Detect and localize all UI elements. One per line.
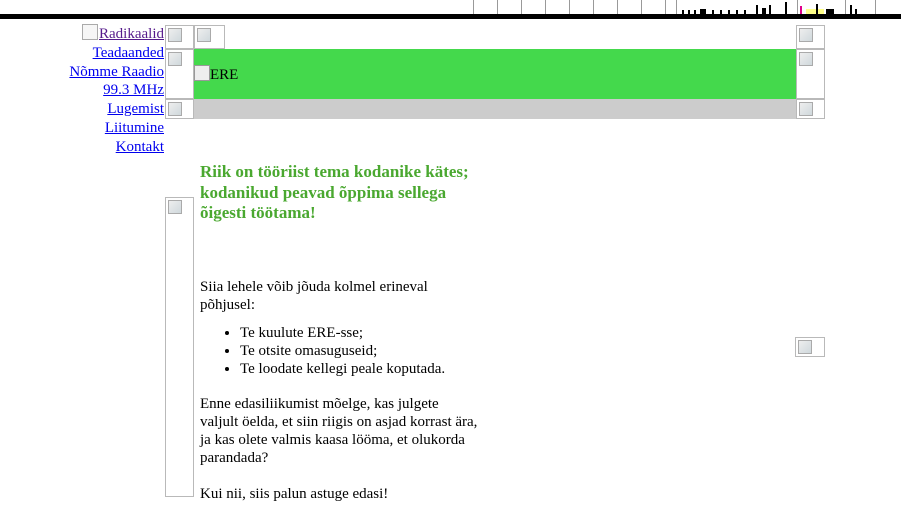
nav-link-kontakt[interactable]: Kontakt bbox=[115, 138, 164, 155]
spacer-image bbox=[796, 99, 825, 119]
broken-image-icon bbox=[82, 24, 98, 40]
ruler-line bbox=[797, 0, 798, 14]
side-image bbox=[795, 337, 825, 357]
banner-alt-text: ERE bbox=[210, 67, 239, 83]
ruler-line bbox=[521, 0, 522, 14]
counter-tick bbox=[855, 9, 857, 14]
counter-tick bbox=[826, 9, 834, 14]
logo-alt-text: Radikaalid bbox=[99, 26, 164, 42]
spacer-image bbox=[796, 49, 825, 99]
nav-link-nomme-raadio[interactable]: Nõmme Raadio 99.3 MHz bbox=[69, 63, 164, 99]
counter-tick bbox=[785, 2, 787, 14]
body-paragraph: Enne edasiliikumist mõelge, kas julgete valjult öelda, et siin riigis on asjad korrast ära, ja kas olete valmis kaasa lööma, et olukorda parandada? bbox=[200, 395, 478, 466]
closing-text: Kui nii, siis palun astuge edasi! bbox=[200, 485, 389, 502]
counter-tick bbox=[800, 6, 802, 14]
banner bbox=[194, 49, 796, 99]
counter-tick bbox=[736, 10, 738, 14]
logo-link[interactable] bbox=[40, 24, 164, 44]
spacer-image bbox=[796, 25, 825, 49]
counter-tick bbox=[682, 10, 684, 14]
list-item: • Te otsite omasuguseid; bbox=[240, 342, 480, 360]
counter-tick bbox=[720, 10, 722, 14]
counter-tick bbox=[769, 5, 771, 14]
ruler-line bbox=[497, 0, 498, 14]
counter-tick bbox=[806, 9, 824, 14]
banner-subbar bbox=[194, 99, 796, 119]
ruler-line bbox=[676, 0, 677, 14]
spacer-image bbox=[165, 49, 194, 99]
counter-tick bbox=[756, 5, 758, 14]
counter-tick bbox=[728, 10, 730, 14]
reason-list bbox=[200, 324, 480, 378]
ruler-line bbox=[845, 0, 846, 14]
ruler-line bbox=[545, 0, 546, 14]
ruler-line bbox=[569, 0, 570, 14]
broken-image-icon bbox=[194, 65, 210, 81]
nav-link-lugemist[interactable]: Lugemist bbox=[107, 101, 164, 118]
ruler-line bbox=[593, 0, 594, 14]
spacer-image bbox=[194, 25, 225, 49]
counter-tick bbox=[688, 10, 690, 14]
counter-tick bbox=[712, 10, 714, 14]
intro-text: Siia lehele võib jõuda kolmel erineval põhjusel: bbox=[200, 278, 428, 313]
ruler-line bbox=[875, 0, 876, 14]
banner-image-alt bbox=[194, 65, 238, 84]
left-navigation bbox=[40, 24, 164, 157]
ruler-line bbox=[617, 0, 618, 14]
counter-tick bbox=[762, 8, 766, 14]
side-image bbox=[165, 197, 194, 497]
ruler-line bbox=[473, 0, 474, 14]
counter-tick bbox=[700, 9, 706, 14]
nav-link-liitumine[interactable]: Liitumine bbox=[104, 119, 164, 136]
counter-tick bbox=[744, 10, 746, 14]
main-content bbox=[200, 162, 480, 503]
ruler-line bbox=[641, 0, 642, 14]
spacer-image bbox=[165, 99, 194, 119]
ruler-line bbox=[665, 0, 666, 14]
spacer-image bbox=[165, 25, 194, 49]
counter-tick bbox=[850, 5, 852, 14]
list-item: • Te loodate kellegi peale koputada. bbox=[240, 360, 480, 378]
nav-link-teadaanded[interactable]: Teadaanded bbox=[92, 44, 164, 61]
counter-tick bbox=[816, 4, 818, 14]
top-black-line bbox=[0, 14, 901, 19]
counter-tick bbox=[694, 10, 696, 14]
top-counter-bar bbox=[0, 0, 901, 15]
list-item: • Te kuulute ERE-sse; bbox=[240, 324, 480, 342]
headline: Riik on tööriist tema kodanike kätes; kodanikud peavad õppima sellega õigesti töötama! bbox=[200, 162, 469, 222]
